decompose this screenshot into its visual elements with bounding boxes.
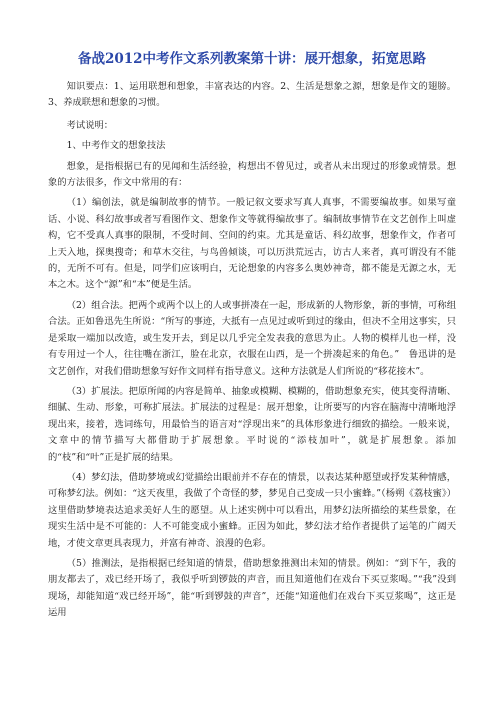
paragraph-section-heading: 1、中考作文的想象技法 (66, 140, 166, 152)
paragraph-exam-notes: 考试说明： (66, 119, 114, 131)
paragraph-combination-method: （2）组合法。把两个或两个以上的人或事拼凑在一起，形成新的人物形象，新的事情，可称组合法。正如鲁迅先生所说：“所写的事迹，大抵有一点见过或听到过的缘由，但决不全用这事实，只是采取一端加以改造，或生发开去，到足以几乎完全发表我的意思为止。人物的模样儿也一样，没有专用过一个人，往往嘴在浙江，脸在北京，衣服在山西，是一个拼凑起来的角色。” 鲁迅讲的是文艺创作，对我们借助想象写好作文同样有指导意义。这种方法就是人们所说的“移花接木”。 (48, 299, 456, 377)
paragraph-invention-method: （1）编创法，就是编制故事的情节。一般记叙文要求写真人真事，不需要编故事。如果写童话、小说、科幻故事或者写看图作文、想象作文等就得编故事了。编制故事情节在文艺创作上叫虚构，它不受真人真事的限制，不受时间、空间的约束。尤其是童话、科幻故事，想象作文，作者可上天入地，探奥搜奇；和草木交往，与鸟兽倾谈，可以历洪荒远古，访古人来者，真可谓没有不能的，无所不可有。但是，同学们应该明白，无论想象的内容多么奥妙神奇，都不能是无源之水，无本之木。这个“源”和“本”便是生活。 (48, 197, 456, 291)
paragraph-key-points: 知识要点：1、运用联想和想象，丰富表达的内容。2、生活是想象之源，想象是作文的翅膀。3、养成联想和想象的习惯。 (48, 81, 456, 109)
paragraph-dream-method: （4）梦幻法，借助梦境或幻觉描绘出眼前并不存在的情景，以表达某种愿望或抒发某种情感，可称梦幻法。例如：“这天夜里，我做了个奇怪的梦，梦见自己变成一只小蜜蜂。”（杨朔《荔枝蜜》）这里借助梦境表达追求美好人生的愿望。从上述实例中可以看出，用梦幻法所描绘的某些景象，在现实生活中是不可能的：人不可能变成小蜜蜂。正因为如此，梦幻法才给作者提供了运笔的广阔天地，才使文章更具表现力，并富有神奇、浪漫的色彩。 (48, 471, 456, 549)
document-body (48, 79, 456, 622)
paragraph-expansion-method: （3）扩展法。把原所闻的内容是简单、抽象或模糊、模糊的，借助想象充实，使其变得清晰、细腻、生动、形象，可称扩展法。扩展法的过程是：展开想象，让所要写的内容在脑海中清晰地浮现出来，接着，选词练句，用最恰当的语言对“浮现出来”的具体形象进行细致的描绘。一般来说，文章中的情节描写大都借助于扩展想象。平时说的“添枝加叶”，就是扩展想象。添加的“枝”和“叶”正是扩展的结果。 (48, 385, 456, 463)
document-title: 备战2012中考作文系列教案第十讲：展开想象，拓宽思路 (77, 51, 427, 67)
paragraph-inference-method: （5）推测法，是指根据已经知道的情景，借助想象推测出未知的情景。例如：“到下午，我的朋友都去了，戏已经开场了，我似乎听到锣鼓的声音，而且知道他们在戏台下买豆浆喝。”“我”没到现场，却能知道“戏已经开场”，能“听到锣鼓的声音”，还能“知道他们在戏台下买豆浆喝”，这正是运用 (48, 557, 456, 619)
paragraph-imagination-definition: 想象，是指根据已有的见闻和生活经验，构想出不曾见过，或者从未出现过的形象或情景。想象的方法很多，作文中常用的有： (48, 160, 456, 189)
